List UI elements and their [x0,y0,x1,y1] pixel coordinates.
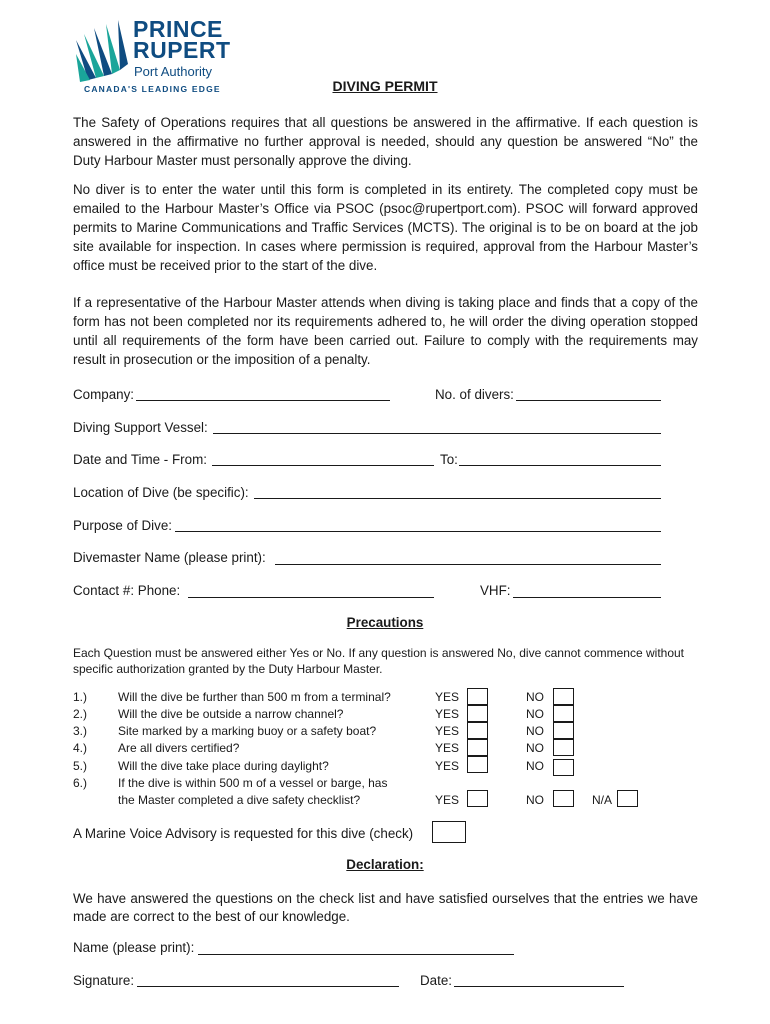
yes-checkbox[interactable] [467,722,488,739]
date-from-field[interactable] [212,465,434,466]
divers-field[interactable] [516,400,661,401]
advisory-checkbox[interactable] [432,821,466,843]
question-number: 5.) [73,759,88,773]
location-label: Location of Dive (be specific): [73,485,249,500]
vessel-field[interactable] [213,433,661,434]
divers-label: No. of divers: [435,387,514,402]
yes-label: YES [435,759,460,773]
yes-checkbox[interactable] [467,790,488,807]
precautions-heading: Precautions [346,615,424,630]
no-label: NO [526,707,544,721]
logo-tagline: CANADA'S LEADING EDGE [84,84,221,94]
na-label: N/A [592,793,613,807]
no-checkbox[interactable] [553,705,574,722]
date-field[interactable] [454,986,624,987]
logo-mark-icon [74,20,132,84]
yes-label: YES [435,707,460,721]
date-to-field[interactable] [459,465,661,466]
question-text: Site marked by a marking buoy or a safety boat? [118,724,377,738]
yes-label: YES [435,741,460,755]
question-text: Will the dive take place during daylight? [118,759,329,773]
yes-label: YES [435,724,460,738]
vessel-label: Diving Support Vessel: [73,420,208,435]
advisory-label: A Marine Voice Advisory is requested for this dive (check) [73,826,414,841]
phone-label: Contact #: Phone: [73,583,181,598]
no-label: NO [526,759,544,773]
question-number: 1.) [73,690,88,704]
yes-checkbox[interactable] [467,739,488,756]
yes-label: YES [435,793,460,807]
location-field[interactable] [254,498,661,499]
yes-checkbox[interactable] [467,756,488,773]
divemaster-field[interactable] [275,564,661,565]
no-checkbox[interactable] [553,790,574,807]
purpose-field[interactable] [175,531,661,532]
no-label: NO [526,741,544,755]
question-number: 6.) [73,776,88,790]
divemaster-label: Divemaster Name (please print): [73,550,266,565]
question-text: Are all divers certified? [118,741,240,755]
yes-checkbox[interactable] [467,705,488,722]
purpose-label: Purpose of Dive: [73,518,172,533]
question-text-continued: the Master completed a dive safety checklist? [118,793,361,807]
vhf-field[interactable] [513,597,661,598]
yes-label: YES [435,690,460,704]
intro-paragraph-2: No diver is to enter the water until this form is completed in its entirety. The completed copy must be emailed to the Harbour Master’s Office via PSOC (psoc@rupertport.com). PSOC will forward approved permits to Marine Communications and Traffic Services (MCTS). The original is to be on board at the job site available for inspection. In cases where permission is required, approval from the Harbour Master’s office must be received prior to the start of the dive. [73,182,698,273]
intro-paragraph-3: If a representative of the Harbour Master attends when diving is taking place and finds that a copy of the form has not been completed nor its requirements adhered to, he will order the diving operation stopped until all requirements of the form have been carried out. Failure to comply with the requirements may result in prosecution or the imposition of a penalty. [73,295,698,367]
question-text: If the dive is within 500 m of a vessel or barge, has [118,776,388,790]
intro-paragraph-1: The Safety of Operations requires that all questions be answered in the affirmative. If each question is answered in the affirmative no further approval is needed, should any question be answered “No” the Duty Harbour Master must personally approve the diving. [73,115,698,168]
page-title: DIVING PERMIT [332,78,438,94]
no-label: NO [526,724,544,738]
precautions-instructions: Each Question must be answered either Yes or No. If any question is answered No, dive cannot commence without specific authorization granted by the Duty Harbour Master. [73,646,685,676]
yes-checkbox[interactable] [467,688,488,705]
name-field[interactable] [198,954,514,955]
question-number: 3.) [73,724,88,738]
declaration-heading: Declaration: [346,857,424,872]
question-text: Will the dive be outside a narrow channel? [118,707,344,721]
declaration-text: We have answered the questions on the check list and have satisfied ourselves that the entries we have made are correct to the best of our knowledge. [73,891,698,924]
question-number: 2.) [73,707,88,721]
no-label: NO [526,690,544,704]
no-checkbox[interactable] [553,759,574,776]
no-label: NO [526,793,544,807]
signature-label: Signature: [73,973,135,988]
phone-field[interactable] [188,597,434,598]
question-number: 4.) [73,741,88,755]
company-field[interactable] [136,400,390,401]
no-checkbox[interactable] [553,688,574,705]
logo-line-rupert: RUPERT [133,37,231,63]
company-label: Company: [73,387,135,402]
name-label: Name (please print): [73,940,195,955]
date-to-label: To: [440,452,458,467]
no-checkbox[interactable] [553,722,574,739]
logo-line-port-authority: Port Authority [134,64,213,79]
no-checkbox[interactable] [553,739,574,756]
date-from-label: Date and Time - From: [73,452,207,467]
date-label: Date: [420,973,453,988]
na-checkbox[interactable] [617,790,638,807]
vhf-label: VHF: [480,583,511,598]
logo-line-prince: PRINCE [133,16,223,42]
question-text: Will the dive be further than 500 m from a terminal? [118,690,391,704]
signature-field[interactable] [137,986,399,987]
